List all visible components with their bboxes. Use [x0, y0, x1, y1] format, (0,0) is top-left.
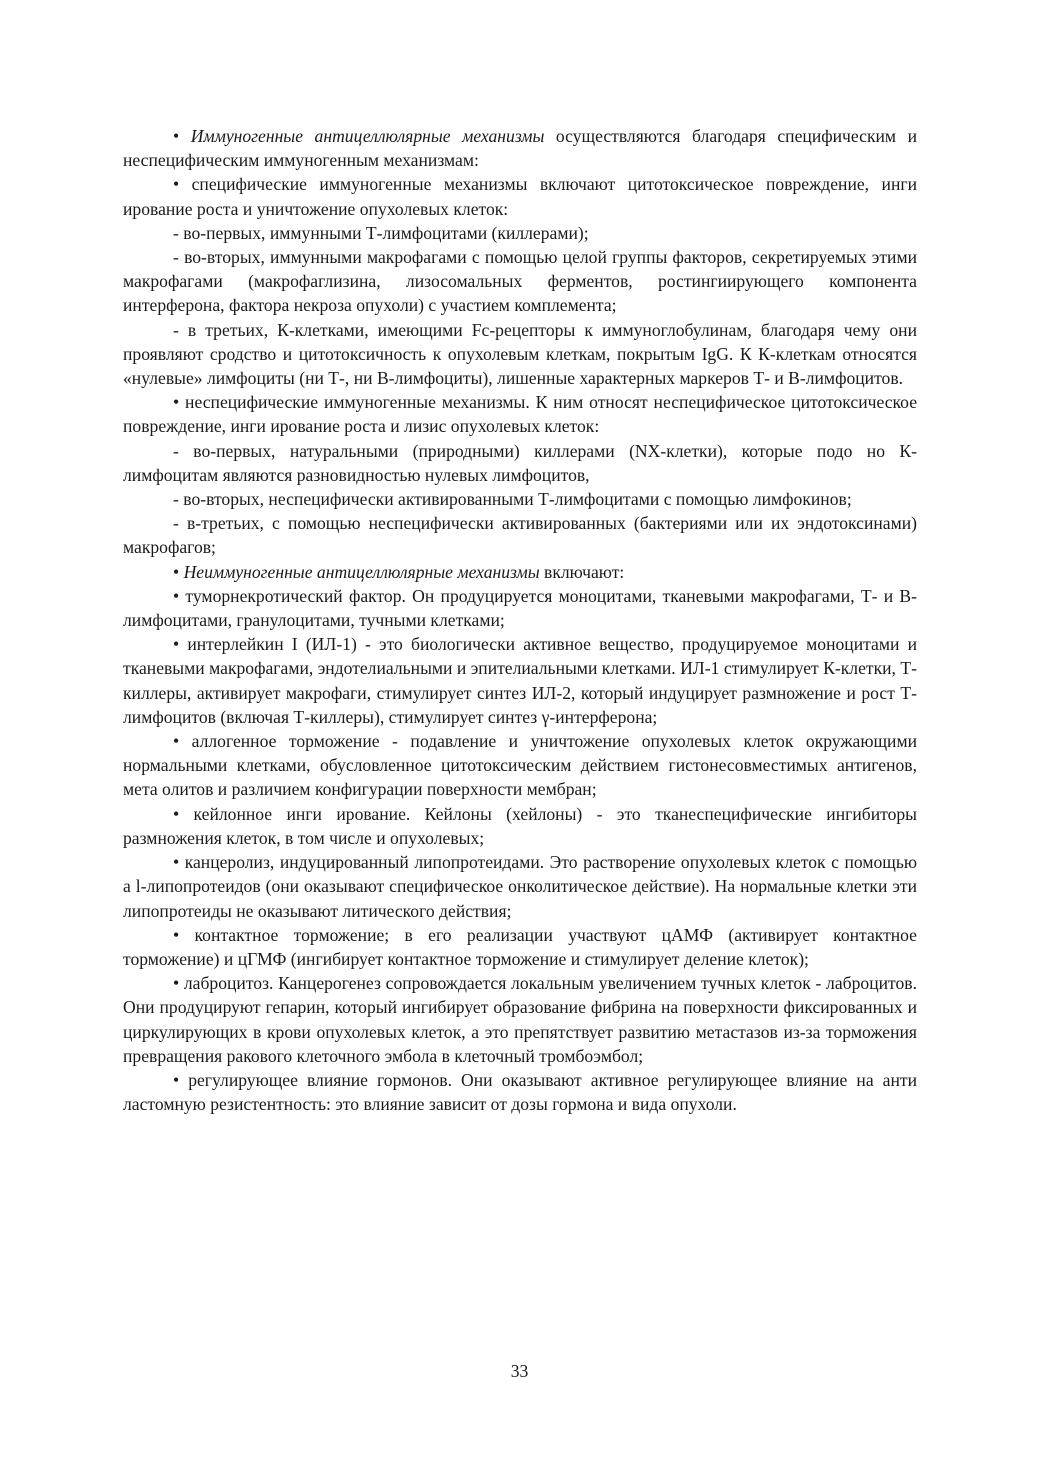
italic-term: Иммуногенные антицеллюлярные механизмы — [190, 126, 545, 146]
paragraph: - во-первых, иммунными Т-лимфоцитами (киллерами); — [173, 222, 589, 243]
paragraph: • канцеролиз, индуцированный липопротеидами. Это растворение опухолевых клеток с помощью а l-липопротеидов (они оказывают специфическое онколитическое действие). На нормальные клетки эти липопротеиды не оказывают литического действия; — [123, 852, 917, 921]
paragraph: • туморнекротический фактор. Он продуцируется моноцитами, тканевыми макрофагами, Т- и В-лимфоцитами, гранулоцитами, тучными клетками; — [123, 585, 917, 631]
paragraph: • кейлонное инги ирование. Кейлоны (хейлоны) - это тканеспецифические ингибиторы размножения клеток, в том числе и опухолевых; — [123, 803, 917, 848]
paragraph: - во-первых, натуральными (природными) киллерами (NX-клетки), которые подо но К-лимфоцитам являются разновидностью нулевых лимфоцитов, — [123, 440, 917, 485]
page-number: 33 — [510, 1361, 529, 1381]
paragraph: • лаброцитоз. Канцерогенез сопровождается локальным увеличением тучных клеток - лаброцитов. Они продуцируют гепарин, который ингибирует образование фибрина на поверхности фиксированных и циркулирующих в крови опухолевых клеток, а это препятствует развитию метастазов из-за торможения превращения ракового клеточного эмбола в клеточный тромбоэмбол; — [123, 973, 917, 1066]
page-body — [123, 124, 917, 1116]
paragraph: • специфические иммуногенные механизмы включают цитотоксическое повреждение, инги ирование роста и уничтожение опухолевых клеток: — [123, 174, 917, 219]
paragraph: • Неиммуногенные антицеллюлярные механизмы включают: — [173, 561, 625, 582]
paragraph: • Иммуногенные антицеллюлярные механизмы осуществляются благодаря специфическим и неспецифическим иммуногенным механизмам: — [123, 126, 917, 171]
italic-term: Неиммуногенные антицеллюлярные механизмы — [183, 561, 540, 582]
paragraph: - в-третьих, с помощью неспецифически активированных (бактериями или их эндотоксинами) макрофагов; — [123, 513, 917, 558]
paragraph: - в третьих, К-клетками, имеющими Fc-рецепторы к иммуноглобулинам, благодаря чему они проявляют сродство и цитотоксичность к опухолевым клеткам, покрытым IgG. К К-клеткам относятся «нулевые» лимфоциты (ни Т-, ни В-лимфоциты), лишенные характерных маркеров Т- и В-лимфоцитов. — [123, 319, 917, 389]
paragraph: • интерлейкин I (ИЛ-1) - это биологически активное вещество, продуцируемое моноцитами и тканевыми макрофагами, эндотелиальными и эпителиальными клетками. ИЛ-1 стимулирует К-клетки, Т-киллеры, активирует макрофаги, стимулирует синтез ИЛ-2, который индуцирует размножение и рост Т-лимфоцитов (включая Т-киллеры), стимулирует синтез γ-интерферона; — [123, 634, 917, 727]
paragraph: • неспецифические иммуногенные механизмы. К ним относят неспецифическое цитотоксическое повреждение, инги ирование роста и лизис опухолевых клеток: — [123, 392, 917, 437]
paragraph: - во-вторых, неспецифически активированными Т-лимфоцитами с помощью лимфокинов; — [173, 489, 852, 510]
paragraph: • аллогенное торможение - подавление и уничтожение опухолевых клеток окружающими нормальными клетками, обусловленное цитотоксическим действием гистонесовместимых антигенов, мета олитов и различием конфигурации поверхности мембран; — [123, 731, 917, 800]
paragraph: • регулирующее влияние гормонов. Они оказывают активное регулирующее влияние на анти ластомную резистентность: это влияние зависит от дозы гормона и вида опухоли. — [123, 1069, 917, 1115]
paragraph: • контактное торможение; в его реализации участвуют цАМФ (активирует контактное торможение) и цГМФ (ингибирует контактное торможение и стимулирует деление клеток); — [123, 924, 917, 969]
paragraph: - во-вторых, иммунными макрофагами с помощью целой группы факторов, секретируемых этими макрофагами (макрофаглизина, лизосомальных ферментов, ростингиирующего компонента интерферона, фактора некроза опухоли) с участием комплемента; — [123, 247, 917, 316]
